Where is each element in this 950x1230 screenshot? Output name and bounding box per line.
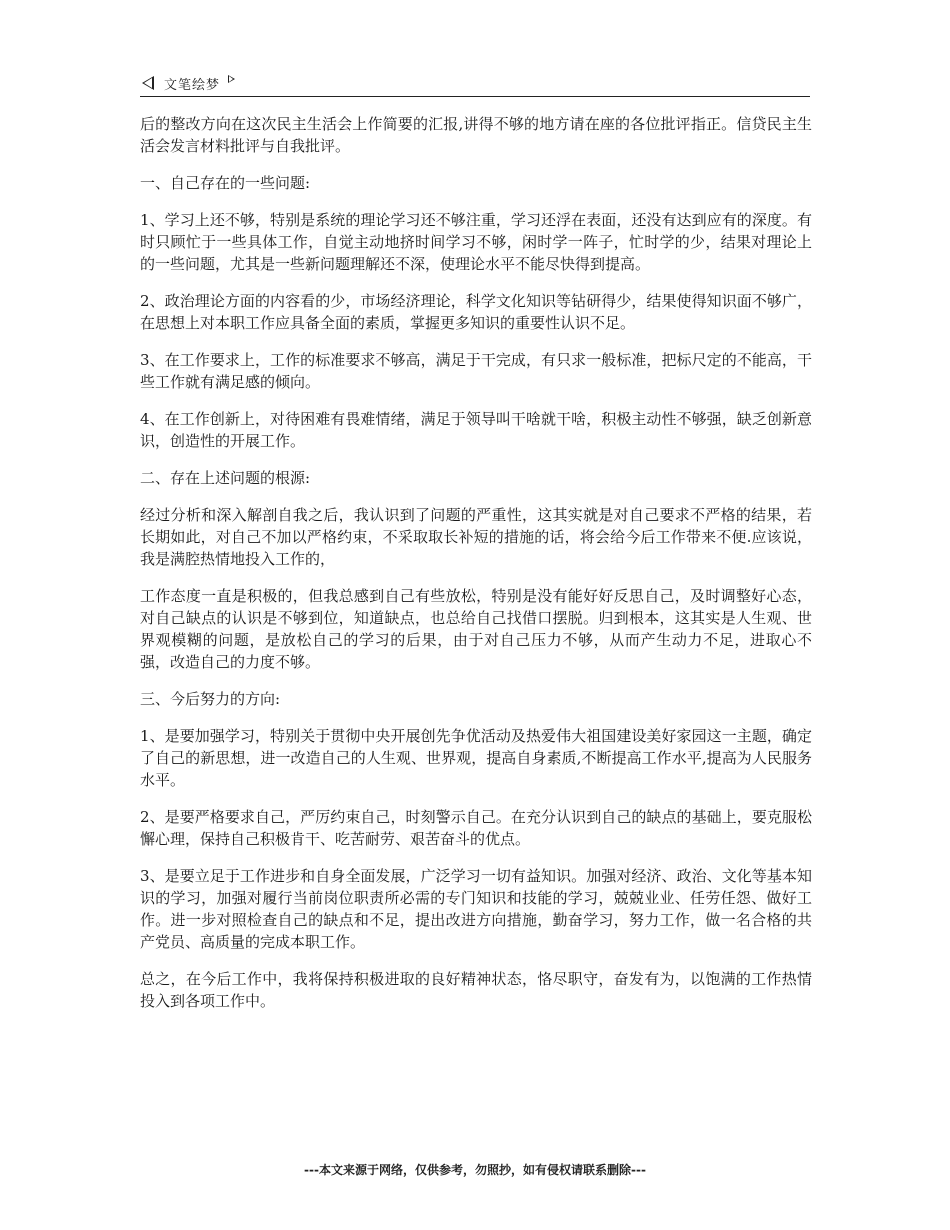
paragraph: 1、学习上还不够，特别是系统的理论学习还不够注重，学习还浮在表面，还没有达到应有的深度。有时只顾忙于一些具体工作，自觉主动地挤时间学习不够，闲时学一阵子，忙时学的少，结果对理论上的一些问题，尤其是一些新问题理解还不深，使理论水平不能尽快得到提高。 <box>140 211 812 273</box>
paragraph: 2、政治理论方面的内容看的少，市场经济理论，科学文化知识等钻研得少，结果使得知识面不够广，在思想上对本职工作应具备全面的素质，掌握更多知识的重要性认识不足。 <box>140 292 812 332</box>
footer-notice: ---本文来源于网络，仅供参考，勿照抄，如有侵权请联系删除--- <box>304 1163 646 1177</box>
section-heading-1: 一、自己存在的一些问题: <box>140 174 311 192</box>
paragraph: 3、在工作要求上，工作的标准要求不够高，满足于干完成，有只求一般标准，把标尺定的不能高，干些工作就有满足感的倾向。 <box>140 351 812 391</box>
paragraph: 工作态度一直是积极的，但我总感到自己有些放松，特别是没有能好好反思自己，及时调整好心态，对自己缺点的认识是不够到位，知道缺点，也总给自己找借口摆脱。归到根本，这其实是人生观、世界观模糊的问题，是放松自己的学习的后果，由于对自己压力不够，从而产生动力不足，进取心不强，改造自己的力度不够。 <box>140 587 812 671</box>
paragraph: 3、是要立足于工作进步和自身全面发展，广泛学习一切有益知识。加强对经济、政治、文化等基本知识的学习，加强对履行当前岗位职责所必需的专门知识和技能的学习，兢兢业业、任劳任怨、做好工作。进一步对照检查自己的缺点和不足，提出改进方向措施，勤奋学习，努力工作，做一名合格的共产党员、高质量的完成本职工作。 <box>140 867 812 951</box>
paragraph: 4、在工作创新上，对待困难有畏难情绪，满足于领导叫干啥就干啥，积极主动性不够强，缺乏创新意识，创造性的开展工作。 <box>140 410 812 450</box>
section-heading-2: 二、存在上述问题的根源: <box>140 469 311 487</box>
section-heading-3: 三、今后努力的方向: <box>140 690 281 708</box>
paragraph: 经过分析和深入解剖自我之后，我认识到了问题的严重性，这其实就是对自己要求不严格的结果，若长期如此，对自己不加以严格约束，不采取取长补短的措施的话，将会给今后工作带来不便.应该说，我是满腔热情地投入工作的， <box>140 506 812 568</box>
page-header <box>140 70 810 97</box>
triangle-right-icon <box>228 75 235 83</box>
paragraph-conclusion: 总之，在今后工作中，我将保持积极进取的良好精神状态，恪尽职守，奋发有为，以饱满的工作热情投入到各项工作中。 <box>140 970 812 1010</box>
paragraph: 1、是要加强学习，特别关于贯彻中央开展创先争优活动及热爱伟大祖国建设美好家园这一主题，确定了自己的新思想，进一改造自己的人生观、世界观，提高自身素质,不断提高工作水平,提高为人民服务水平。 <box>140 727 812 789</box>
paragraph: 2、是要严格要求自己，严厉约束自己，时刻警示自己。在充分认识到自己的缺点的基础上，要克服松懈心理，保持自己积极肯干、吃苦耐劳、艰苦奋斗的优点。 <box>140 808 812 848</box>
brand-name: 文笔绘梦 <box>164 77 221 93</box>
paragraph-intro: 后的整改方向在这次民主生活会上作简要的汇报,讲得不够的地方请在座的各位批评指正。信贷民主生活会发言材料批评与自我批评。 <box>140 115 812 155</box>
document-body <box>140 113 812 1027</box>
triangle-left-icon <box>142 76 154 90</box>
